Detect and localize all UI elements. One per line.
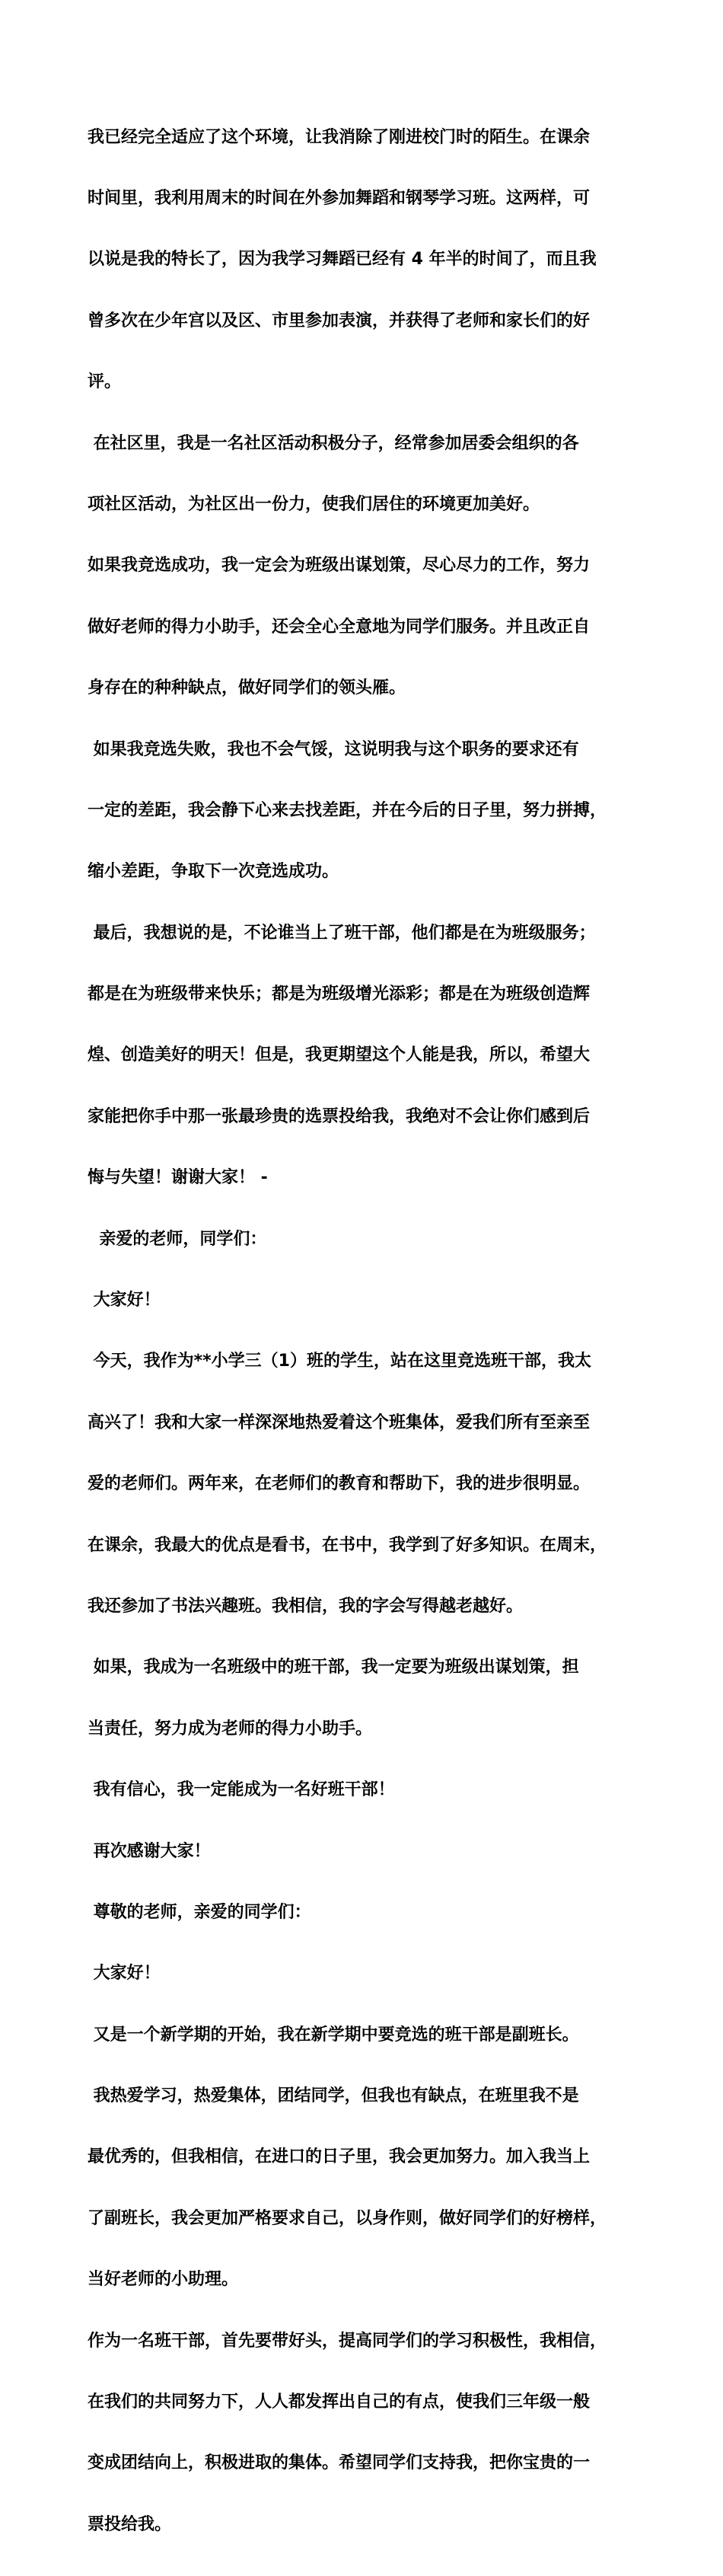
text-line: 煌、创造美好的明天！但是，我更期望这个人能是我，所以，希望大 (88, 1045, 591, 1065)
text-line: 如果，我成为一名班级中的班干部，我一定要为班级出谋划策，担 (88, 1658, 579, 1677)
text-line: 最后，我想说的是，不论谁当上了班干部，他们都是在为班级服务； (88, 923, 596, 943)
text-line: 我已经完全适应了这个环境，让我消除了刚进校门时的陌生。在课余 (88, 127, 591, 147)
text-line: 家能把你手中那一张最珍贵的选票投给我，我绝对不会让你们感到后 (88, 1106, 591, 1126)
text-line: 大家好！ (88, 1964, 161, 1984)
text-line: 在社区里，我是一名社区活动积极分子，经常参加居委会组织的各 (88, 433, 579, 453)
text-line: 大家好！ (88, 1291, 161, 1310)
document-page (88, 87, 647, 2576)
text-line: 我有信心，我一定能成为一名好班干部！ (88, 1780, 395, 1800)
text-line: 再次感谢大家！ (88, 1841, 211, 1861)
text-line: 了副班长，我会更加严格要求自己，以身作则，做好同学们的好榜样， (88, 2208, 607, 2228)
text-line: 评。 (88, 372, 122, 392)
text-line: 一定的差距，我会静下心来去找差距，并在今后的日子里，努力拼搏， (88, 800, 607, 820)
text-line: 项社区活动，为社区出一份力，使我们居住的环境更加美好。 (88, 494, 540, 514)
text-line: 尊敬的老师，亲爱的同学们： (88, 1902, 311, 1922)
text-line: 我热爱学习，热爱集体，团结同学，但我也有缺点，在班里我不是 (88, 2086, 579, 2106)
document-body (88, 87, 647, 2576)
text-line: 高兴了！我和大家一样深深地热爱着这个班集体，爱我们所有至亲至 (88, 1412, 591, 1432)
text-line: 又是一个新学期的开始，我在新学期中要竞选的班干部是副班长。 (88, 2025, 579, 2045)
text-line: 缩小差距，争取下一次竞选成功。 (88, 862, 339, 882)
text-line: 最优秀的，但我相信，在进口的日子里，我会更加努力。加入我当上 (88, 2147, 591, 2167)
text-line: 票投给我。 (88, 2514, 172, 2534)
text-line: 做好老师的得力小助手，还会全心全意地为同学们服务。并且改正自 (88, 617, 591, 637)
text-line: 我还参加了书法兴趣班。我相信，我的字会写得越老越好。 (88, 1596, 524, 1616)
text-line: 身存在的种种缺点，做好同学们的领头雁。 (88, 678, 406, 698)
text-line: 当好老师的小助理。 (88, 2270, 239, 2290)
text-line: 作为一名班干部，首先要带好头，提高同学们的学习积极性，我相信， (88, 2331, 607, 2351)
text-line: 曾多次在少年宫以及区、市里参加表演，并获得了老师和家长们的好 (88, 311, 591, 330)
text-line: 今天，我作为**小学三（1）班的学生，站在这里竞选班干部，我太 (88, 1352, 591, 1371)
text-line: 都是在为班级带来快乐；都是为班级增光添彩；都是在为班级创造辉 (88, 985, 591, 1004)
text-line: 如果我竞选成功，我一定会为班级出谋划策，尽心尽力的工作，努力 (88, 556, 591, 576)
text-line: 在我们的共同努力下，人人都发挥出自己的有点，使我们三年级一般 (88, 2392, 591, 2412)
text-line: 当责任，努力成为老师的得力小助手。 (88, 1719, 373, 1738)
text-line: 在课余，我最大的优点是看书，在书中，我学到了好多知识。在周末， (88, 1535, 607, 1555)
text-line: 如果我竞选失败，我也不会气馁，这说明我与这个职务的要求还有 (88, 739, 579, 759)
text-line: 时间里，我利用周末的时间在外参加舞蹈和钢琴学习班。这两样，可 (88, 188, 591, 208)
text-line: 以说是我的特长了，因为我学习舞蹈已经有 4 年半的时间了，而且我 (88, 250, 597, 270)
text-line: 亲爱的老师，同学们： (88, 1229, 267, 1249)
text-line: 悔与失望！谢谢大家！ - (88, 1168, 268, 1188)
text-line: 变成团结向上，积极进取的集体。希望同学们支持我，把你宝贵的一 (88, 2453, 591, 2473)
text-line: 爱的老师们。两年来，在老师们的教育和帮助下，我的进步很明显。 (88, 1474, 591, 1494)
